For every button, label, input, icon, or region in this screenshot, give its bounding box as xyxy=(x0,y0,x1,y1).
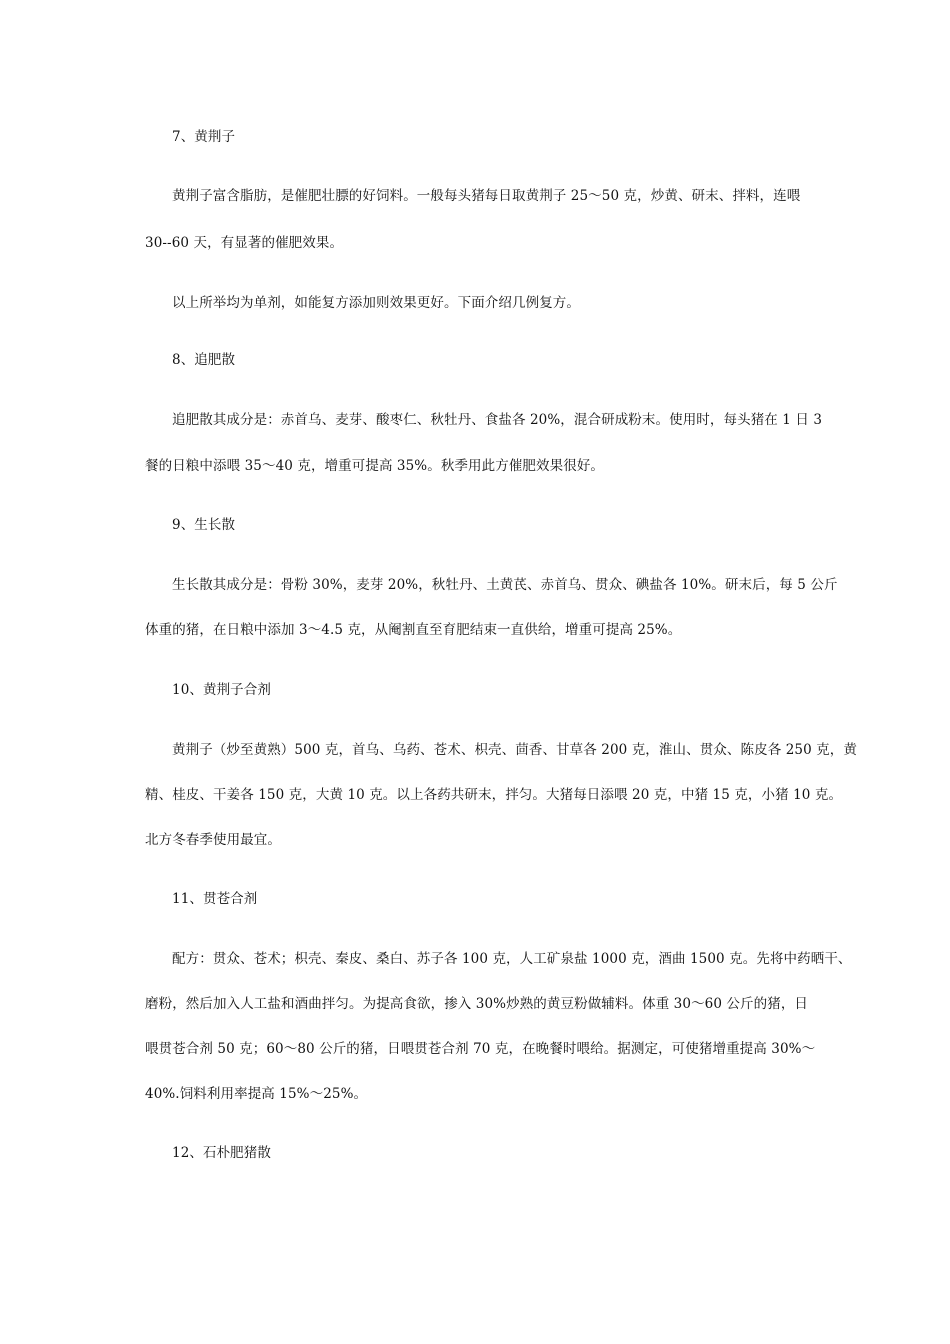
paragraph-line: 体重的猪，在日粮中添加 3～4.5 克，从阉割直至育肥结束一直供给，增重可提高 25%。 xyxy=(145,622,682,638)
paragraph-line: 追肥散其成分是：赤首乌、麦芽、酸枣仁、秋牡丹、食盐各 20%，混合研成粉末。使用时，每头猪在 1 日 3 xyxy=(172,412,823,428)
paragraph-line: 配方：贯众、苍术；枳壳、秦皮、桑白、苏子各 100 克，人工矿泉盐 1000 克，酒曲 1500 克。先将中药晒干、 xyxy=(172,951,852,967)
paragraph-line: 磨粉，然后加入人工盐和酒曲拌匀。为提高食欲，掺入 30%炒熟的黄豆粉做辅料。体重 30～60 公斤的猪，日 xyxy=(145,996,809,1012)
paragraph-line: 北方冬春季使用最宜。 xyxy=(145,832,281,848)
paragraph-line: 生长散其成分是：骨粉 30%，麦芽 20%，秋牡丹、土黄芪、赤首乌、贯众、碘盐各 10%。研末后，每 5 公斤 xyxy=(172,577,838,593)
paragraph-line: 30--60 天，有显著的催肥效果。 xyxy=(145,235,344,251)
heading-11: 11、贯苍合剂 xyxy=(172,891,258,907)
paragraph-line: 黄荆子（炒至黄熟）500 克，首乌、乌药、苍术、枳壳、茴香、甘草各 200 克，淮山、贯众、陈皮各 250 克，黄 xyxy=(172,742,857,758)
paragraph-line: 40%.饲料利用率提高 15%～25%。 xyxy=(145,1086,368,1102)
paragraph-line: 餐的日粮中添喂 35～40 克，增重可提高 35%。秋季用此方催肥效果很好。 xyxy=(145,458,605,474)
heading-12: 12、石朴肥猪散 xyxy=(172,1145,271,1161)
paragraph-line: 精、桂皮、干姜各 150 克，大黄 10 克。以上各药共研末，拌匀。大猪每日添喂 20 克，中猪 15 克，小猪 10 克。 xyxy=(145,787,843,803)
heading-7: 7、黄荆子 xyxy=(172,129,236,145)
paragraph-line: 黄荆子富含脂肪，是催肥壮膘的好饲料。一般每头猪每日取黄荆子 25～50 克，炒黄、研末、拌料，连喂 xyxy=(172,188,801,204)
heading-10: 10、黄荆子合剂 xyxy=(172,682,271,698)
heading-8: 8、追肥散 xyxy=(172,352,236,368)
heading-9: 9、生长散 xyxy=(172,517,236,533)
paragraph-line: 以上所举均为单剂，如能复方添加则效果更好。下面介绍几例复方。 xyxy=(172,295,580,311)
paragraph-line: 喂贯苍合剂 50 克；60～80 公斤的猪，日喂贯苍合剂 70 克，在晚餐时喂给。据测定，可使猪增重提高 30%～ xyxy=(145,1041,816,1057)
